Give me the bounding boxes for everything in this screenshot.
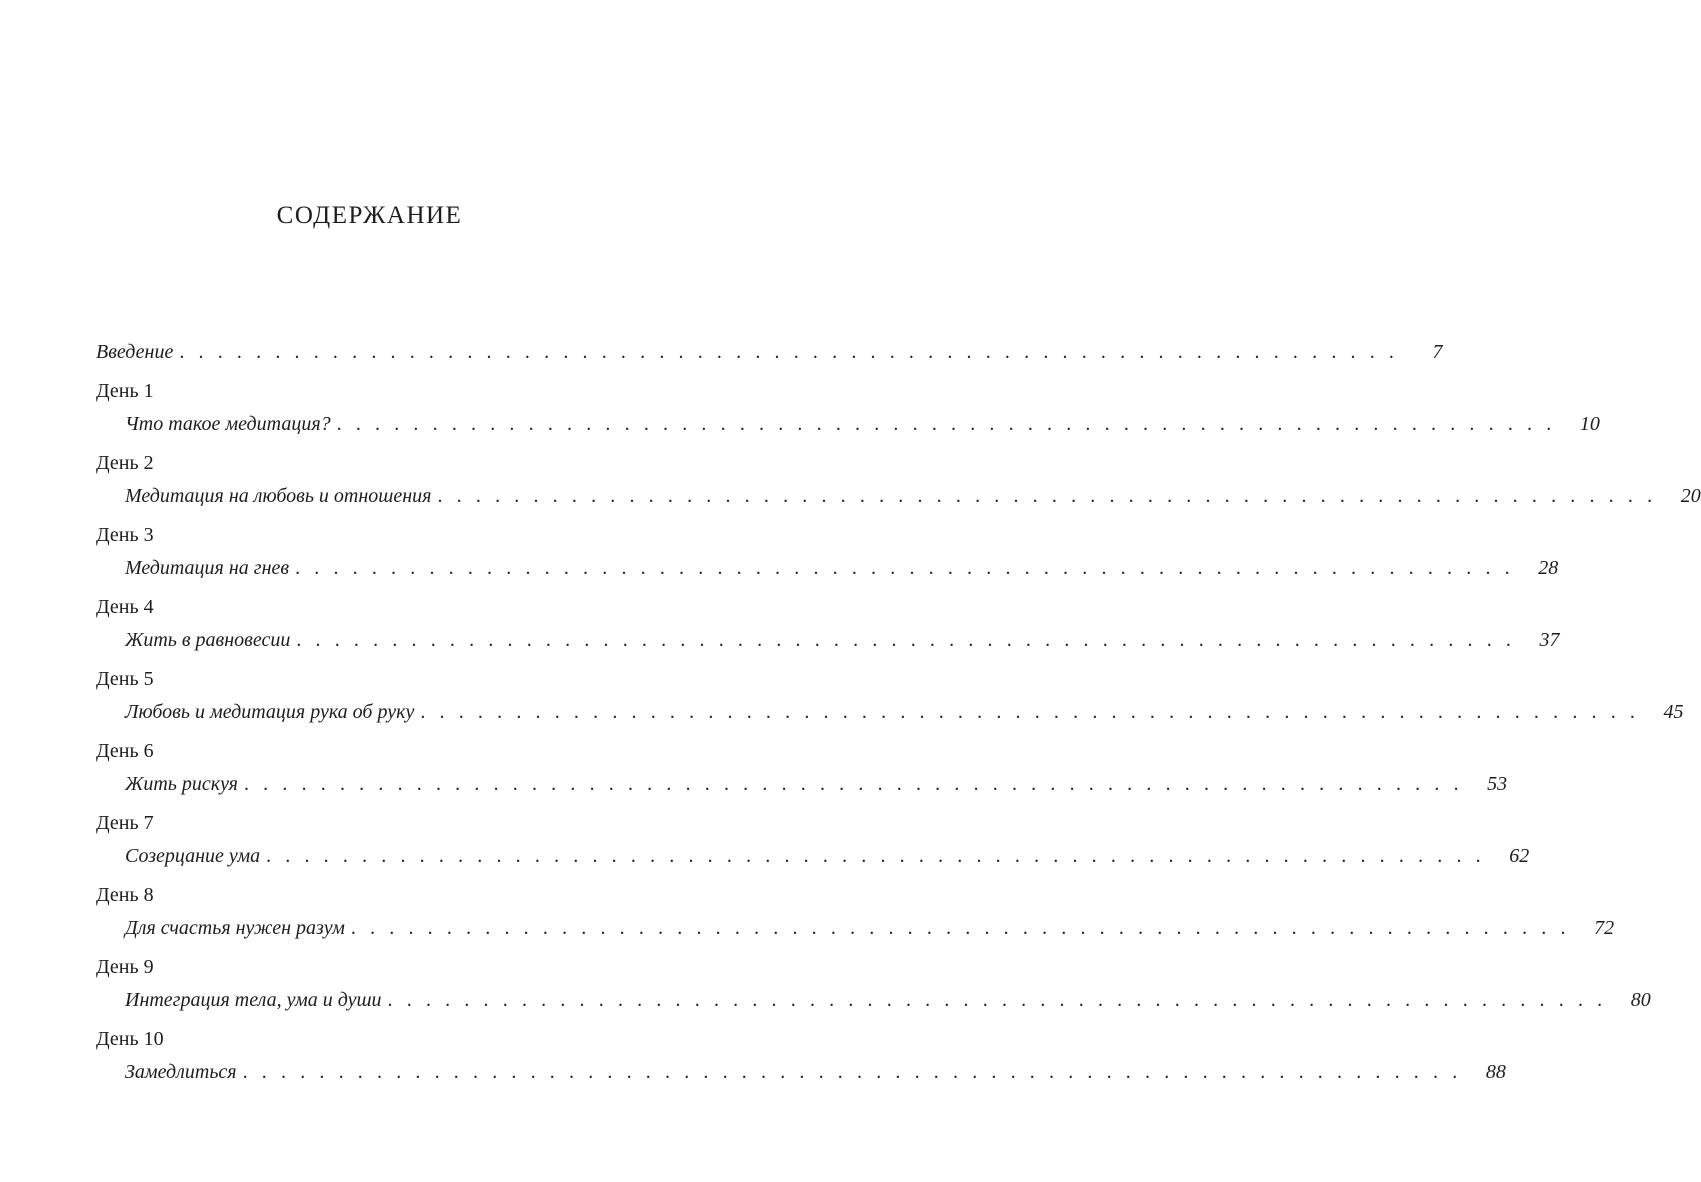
dot-leader: . . . . . . . . . . . . . . . . . . . . . . . . . . . . . . . . . . . . . . . . . . . . . . . . . . . . . . . . . . . . . . . . <box>296 629 1516 651</box>
dot-leader: . . . . . . . . . . . . . . . . . . . . . . . . . . . . . . . . . . . . . . . . . . . . . . . . . . . . . . . . . . . . . . . . <box>336 413 1556 435</box>
toc-page-number: 28 <box>1538 557 1559 579</box>
dot-leader: . . . . . . . . . . . . . . . . . . . . . . . . . . . . . . . . . . . . . . . . . . . . . . . . . . . . . . . . . . . . . . . . <box>179 341 1399 363</box>
page-title: СОДЕРЖАНИЕ <box>276 202 463 229</box>
toc-entry <box>96 984 1651 1017</box>
day-label: День 9 <box>96 956 154 978</box>
toc-day-5 <box>96 663 1684 729</box>
toc-page-number: 7 <box>1432 341 1443 363</box>
toc-day-4 <box>96 591 1560 657</box>
day-label: День 6 <box>96 740 154 762</box>
toc-page-number: 53 <box>1487 773 1508 795</box>
toc-day-8 <box>96 879 1615 945</box>
dot-leader: . . . . . . . . . . . . . . . . . . . . . . . . . . . . . . . . . . . . . . . . . . . . . . . . . . . . . . . . . . . . . . . . <box>295 557 1515 579</box>
day-label: День 3 <box>96 524 154 546</box>
day-label: День 5 <box>96 668 154 690</box>
toc-entry-title: Созерцание ума <box>125 845 261 867</box>
day-label: День 7 <box>96 812 154 834</box>
toc-entry-title: Замедлиться <box>125 1061 237 1083</box>
toc-entry <box>96 840 1530 873</box>
toc-entry <box>96 768 1508 801</box>
toc-entry <box>96 1056 1506 1089</box>
day-label: День 2 <box>96 452 154 474</box>
toc-page-number: 45 <box>1663 701 1684 723</box>
day-label: День 1 <box>96 380 154 402</box>
dot-leader: . . . . . . . . . . . . . . . . . . . . . . . . . . . . . . . . . . . . . . . . . . . . . . . . . . . . . . . . . . . . . . . . <box>242 1061 1462 1083</box>
toc-entry <box>96 408 1600 441</box>
toc-entry-title: Любовь и медитация рука об руку <box>125 701 415 723</box>
toc-day-2 <box>96 447 1701 513</box>
dot-leader: . . . . . . . . . . . . . . . . . . . . . . . . . . . . . . . . . . . . . . . . . . . . . . . . . . . . . . . . . . . . . . . . <box>243 773 1464 795</box>
dot-leader: . . . . . . . . . . . . . . . . . . . . . . . . . . . . . . . . . . . . . . . . . . . . . . . . . . . . . . . . . . . . . . . . <box>387 989 1607 1011</box>
toc-day-7 <box>96 807 1530 873</box>
day-label: День 8 <box>96 884 154 906</box>
table-of-contents <box>96 336 1701 1095</box>
toc-day-10 <box>96 1023 1506 1089</box>
toc-day-6 <box>96 735 1508 801</box>
toc-entry-intro <box>96 336 1443 369</box>
dot-leader: . . . . . . . . . . . . . . . . . . . . . . . . . . . . . . . . . . . . . . . . . . . . . . . . . . . . . . . . . . . . . . . . <box>266 845 1486 867</box>
toc-entry <box>96 552 1559 585</box>
toc-entry-title: Медитация на любовь и отношения <box>125 485 432 507</box>
toc-page-number: 72 <box>1594 917 1615 939</box>
toc-page-number: 80 <box>1630 989 1651 1011</box>
toc-day-9 <box>96 951 1651 1017</box>
dot-leader: . . . . . . . . . . . . . . . . . . . . . . . . . . . . . . . . . . . . . . . . . . . . . . . . . . . . . . . . . . . . . . . . <box>437 485 1657 507</box>
toc-entry-title: Для счастья нужен разум <box>125 917 345 939</box>
day-label: День 4 <box>96 596 154 618</box>
toc-page-number: 37 <box>1539 629 1560 651</box>
toc-entry-title: Введение <box>96 341 174 363</box>
day-label: День 10 <box>96 1028 164 1050</box>
toc-page-number: 20 <box>1680 485 1701 507</box>
toc-entry <box>96 480 1701 513</box>
toc-entry <box>96 696 1684 729</box>
toc-entry-title: Что такое медитация? <box>125 413 331 435</box>
toc-entry <box>96 624 1560 657</box>
toc-entry-title: Интеграция тела, ума и души <box>125 989 382 1011</box>
toc-entry-title: Жить рискуя <box>125 773 238 795</box>
toc-day-3 <box>96 519 1559 585</box>
toc-page-number: 88 <box>1485 1061 1506 1083</box>
toc-page-number: 10 <box>1579 413 1600 435</box>
toc-entry-title: Жить в равновесии <box>125 629 291 651</box>
toc-entry <box>96 912 1615 945</box>
dot-leader: . . . . . . . . . . . . . . . . . . . . . . . . . . . . . . . . . . . . . . . . . . . . . . . . . . . . . . . . . . . . . . . . <box>420 701 1640 723</box>
dot-leader: . . . . . . . . . . . . . . . . . . . . . . . . . . . . . . . . . . . . . . . . . . . . . . . . . . . . . . . . . . . . . . . . <box>350 917 1571 939</box>
toc-page-number: 62 <box>1509 845 1530 867</box>
toc-entry-title: Медитация на гнев <box>125 557 290 579</box>
toc-day-1 <box>96 375 1600 441</box>
